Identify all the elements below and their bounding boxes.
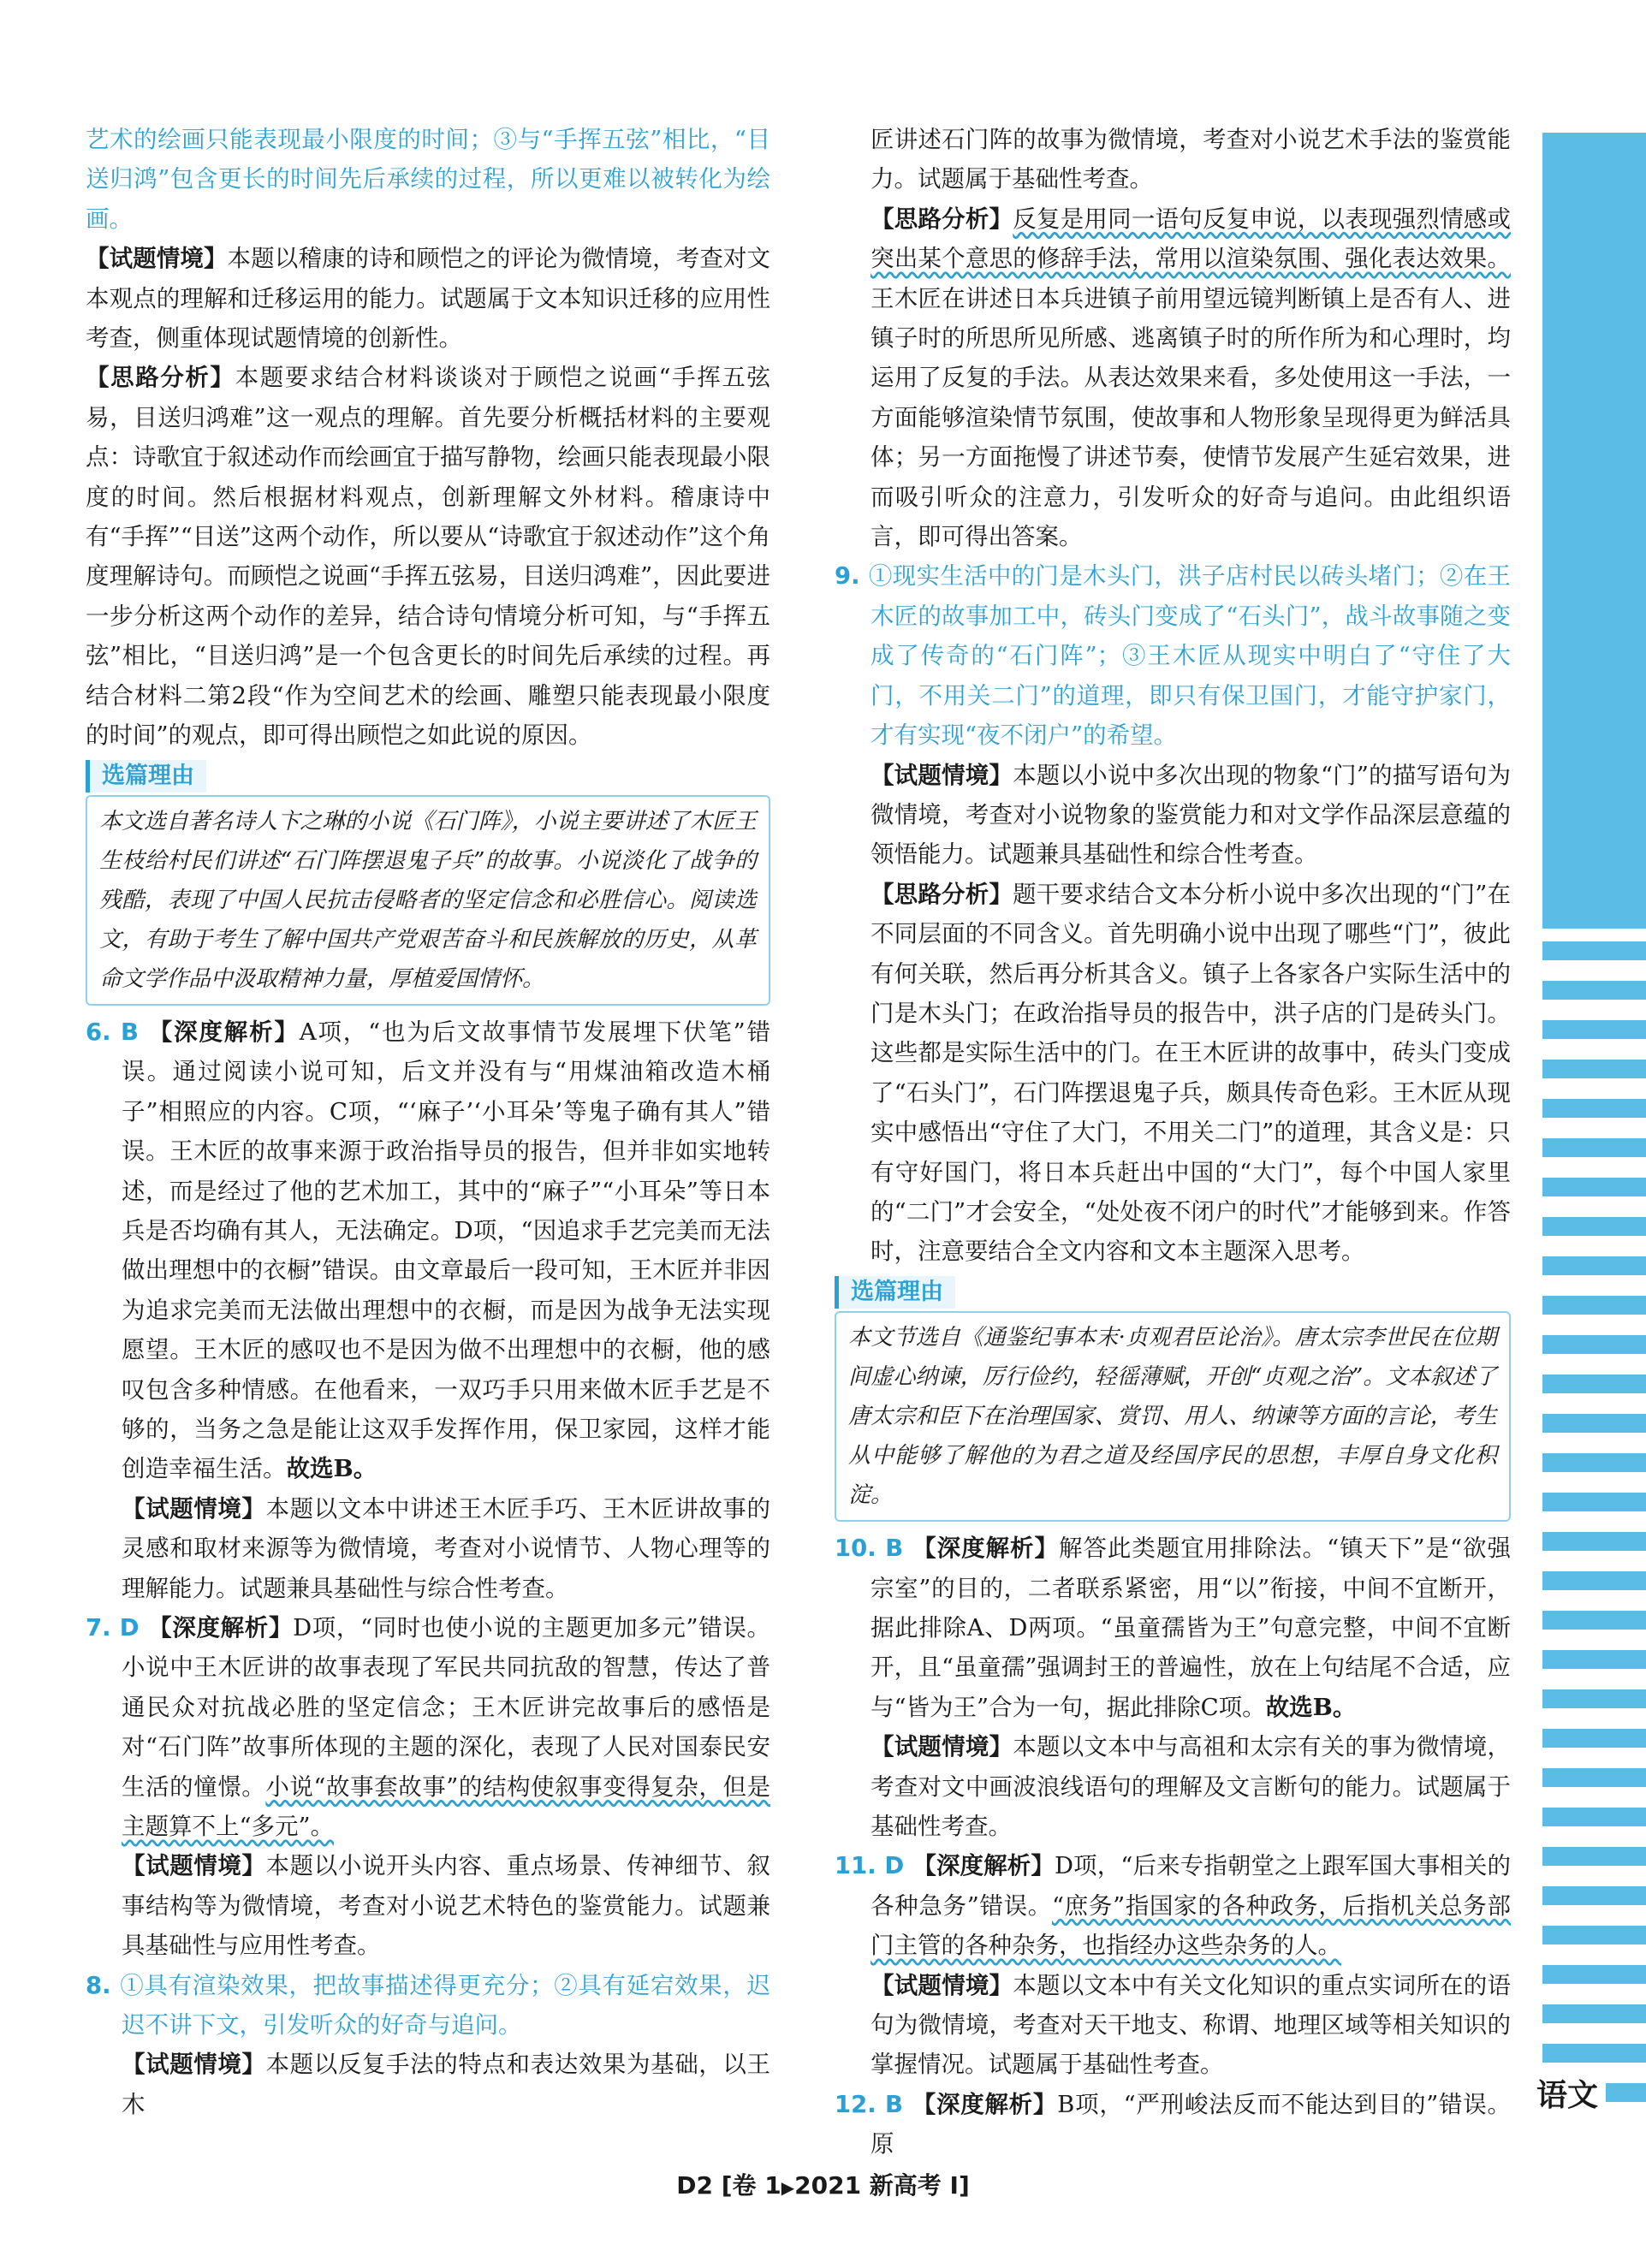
- paragraph: 本题以文本中有关文化知识的重点实词所在的语句为微情境，考查对天干地支、称谓、地理区域等相关知识的掌握情况。试题属于基础性考查。: [871, 1971, 1512, 2079]
- paragraph: 解答此类题宜用排除法。“镇天下”是“欲强宗室”的目的，二者联系紧密，用“以”衔接，中间不宜断开，据此排除A、D两项。“虽童孺皆为王”句意完整，中间不宜断开，且“虽童孺”强调封王的普遍性，放在上句结尾不合适，应与“皆为王”合为一句，据此排除C项。: [871, 1535, 1511, 1721]
- answer-text: 艺术的绘画只能表现最小限度的时间；③与“手挥五弦”相比，“目送归鸿”包含更长的时间先后承续的过程，所以更难以被转化为绘画。: [86, 126, 770, 233]
- section-tag: 【深度解析】: [146, 1018, 300, 1046]
- section-tag: 【试题情境】: [871, 761, 1013, 789]
- paragraph: 本题以小说中多次出现的物象“门”的描写语句为微情境，考查对小说物象的鉴赏能力和对文学作品深层意蕴的领悟能力。试题兼具基础性和综合性考查。: [871, 761, 1512, 869]
- section-tag: 【试题情境】: [122, 1494, 266, 1523]
- question-number: 7. D: [86, 1614, 140, 1642]
- paragraph: 题干要求结合文本分析小说中多次出现的“门”在不同层面的不同含义。首先明确小说中出现了哪些“门”，彼此有何关联，然后再分析其含义。镇子上各家各户实际生活中的门是木头门；在政治指导员的报告中，洪子店的门是砖头门。这些都是实际生活中的门。在王木匠讲的故事中，砖头门变成了“石头门”，石门阵摆退鬼子兵，颇具传奇色彩。王木匠从现实中感悟出“守住了大门，不用关二门”的道理，其含义是：只有守好国门，将日本兵赶出中国的“大门”，每个中国人家里的“二门”才会安全，“处处夜不闭户的时代”才能够到来。作答时，注意要结合全文内容和文本主题深入思考。: [871, 880, 1512, 1266]
- subject-label: 语文: [1529, 2071, 1606, 2121]
- paragraph: D项，“同时也使小说的主题更加多元”错误。小说中王木匠讲的故事表现了军民共同抗敌的智慧，传达了普通民众对抗战必胜的坚定信念；王木匠讲完故事后的感悟是对“石门阵”故事所体现的主题的深化，表现了人民对国泰民安生活的憧憬。: [122, 1614, 771, 1801]
- section-tag: 【思路分析】: [86, 364, 235, 392]
- paragraph: 王木匠在讲述日本兵进镇子前用望远镜判断镇上是否有人、进镇子时的所思所见所感、逃离镇子时的所作所为和心理时，均运用了反复的手法。从表达效果来看，多处使用这一手法，一方面能够渲染情节氛围，使故事和人物形象呈现得更为鲜活具体；另一方面拖慢了讲述节奏，使情节发展产生延宕效果，进而吸引听众的注意力，引发听众的好奇与追问。由此组织语言，即可得出答案。: [871, 284, 1511, 551]
- conclusion: 故选B。: [1265, 1693, 1357, 1721]
- sidebar-stripes: [1542, 941, 1646, 2114]
- left-column: [86, 120, 770, 2124]
- section-tag: 【深度解析】: [912, 2090, 1058, 2118]
- paragraph: B项，“严刑峻法反而不能达到目的”错误。原: [871, 2090, 1512, 2158]
- section-tag: 【试题情境】: [871, 1733, 1013, 1761]
- reason-heading: 选篇理由: [86, 760, 206, 793]
- section-tag: 【试题情境】: [86, 245, 228, 273]
- section-tag: 【深度解析】: [147, 1614, 294, 1642]
- sidebar-color-bar: [1542, 133, 1646, 929]
- question-number: 8.: [86, 1971, 111, 1999]
- paragraph: 本题要求结合材料谈谈对于顾恺之说画“手挥五弦易，目送归鸿难”这一观点的理解。首先要分析概括材料的主要观点：诗歌宜于叙述动作而绘画宜于描写静物，绘画只能表现最小限度的时间。然后根据材料观点，创新理解文外材料。稽康诗中有“手挥”“目送”这两个动作，所以要从“诗歌宜于叙述动作”这个角度理解诗句。而顾恺之说画“手挥五弦易，目送归鸿难”，因此要进一步分析这两个动作的差异，结合诗句情境分析可知，与“手挥五弦”相比，“目送归鸿”是一个包含更长的时间先后承续的过程。再结合材料二第2段“作为空间艺术的绘画、雕塑只能表现最小限度的时间”的观点，即可得出顾恺之如此说的原因。: [86, 364, 770, 750]
- section-tag: 【试题情境】: [122, 1852, 266, 1880]
- reason-heading: 选篇理由: [835, 1276, 955, 1309]
- section-tag: 【思路分析】: [871, 880, 1013, 908]
- answer-text: ①现实生活中的门是木头门，洪子店村民以砖头堵门；②在王木匠的故事加工中，砖头门变成了“石头门”，战斗故事随之变成了传奇的“石门阵”；③王木匠从现实中明白了“守住了大门，不用关二门”的道理，即只有保卫国门，才能守护家门，才有实现“夜不闭户”的希望。: [868, 562, 1511, 750]
- section-tag: 【深度解析】: [912, 1852, 1055, 1880]
- section-tag: 【试题情境】: [122, 2051, 266, 2079]
- question-number: 10. B: [835, 1535, 904, 1563]
- underlined-text: “庶务”指国家的各种政务，后指机关总务部门主管的各种杂务，也指经办这些杂务的人。: [871, 1891, 1511, 1960]
- underlined-text: 反复是用同一语句反复申说，以表现强烈情感或突出某个意思的修辞手法，常用以渲染氛围、强化表达效果。: [871, 205, 1512, 273]
- triangle-icon: ▶: [781, 2177, 795, 2198]
- page-number: D2: [676, 2171, 713, 2200]
- question-number: 12. B: [835, 2090, 903, 2118]
- paragraph: 本题以文本中讲述王木匠手巧、王木匠讲故事的灵感和取材来源等为微情境，考查对小说情节、人物心理等的理解能力。试题兼具基础性与综合性考查。: [122, 1494, 770, 1602]
- paragraph: 本题以稽康的诗和顾恺之的评论为微情境，考查对文本观点的理解和迁移运用的能力。试题属于文本知识迁移的应用性考查，侧重体现试题情境的创新性。: [86, 245, 771, 353]
- paragraph: 本题以小说开头内容、重点场景、传神细节、叙事结构等为微情境，考查对小说艺术特色的鉴赏能力。试题兼具基础性与应用性考查。: [122, 1852, 770, 1960]
- underlined-text: 小说“故事套故事”的结构使叙事变得复杂，但是主题算不上“多元”。: [122, 1772, 770, 1841]
- paragraph: A项，“也为后文故事情节发展埋下伏笔”错误。通过阅读小说可知，后文并没有与“用煤油箱改造木桶子”相照应的内容。C项，“‘麻子’‘小耳朵’等鬼子确有其人”错误。王木匠的故事来源于政治指导员的报告，但并非如实地转述，而是经过了他的艺术加工，其中的“麻子”“小耳朵”等日本兵是否均确有其人，无法确定。D项，“因追求手艺完美而无法做出理想中的衣橱”错误。由文章最后一段可知，王木匠并非因为追求完美而无法做出理想中的衣橱，而是因为战争无法实现愿望。王木匠的感叹也不是因为做不出理想中的衣橱，他的感叹包含多种情感。在他看来，一双巧手只用来做木匠手艺是不够的，当务之急是能让这双手发挥作用，保卫家园，这样才能创造幸福生活。: [122, 1018, 770, 1483]
- paragraph: D项，“后来专指朝堂之上跟军国大事相关的各种急务”错误。: [871, 1852, 1512, 1920]
- question-number: 11. D: [835, 1852, 905, 1880]
- page-footer: [0, 2167, 1646, 2201]
- paragraph: 本题以文本中与高祖和太宗有关的事为微情境，考查对文中画波浪线语句的理解及文言断句的能力。试题属于基础性考查。: [871, 1733, 1512, 1841]
- exam-label: 2021 新高考 Ⅰ]: [794, 2171, 970, 2200]
- section-tag: 【思路分析】: [871, 205, 1013, 233]
- question-number: 9.: [835, 562, 860, 591]
- right-column: [835, 120, 1511, 2164]
- volume-label: [卷 1: [721, 2171, 781, 2200]
- reason-box: 本文选自著名诗人卞之琳的小说《石门阵》，小说主要讲述了木匠王生枝给村民们讲述“石门阵摆退鬼子兵”的故事。小说淡化了战争的残酷，表现了中国人民抗击侵略者的坚定信念和必胜信心。阅读选文，有助于考生了解中国共产党艰苦奋斗和民族解放的历史，从革命文学作品中汲取精神力量，厚植爱国情怀。: [86, 795, 770, 1006]
- reason-box: 本文节选自《通鉴纪事本末·贞观君臣论治》。唐太宗李世民在位期间虚心纳谏，厉行俭约，轻徭薄赋，开创“贞观之治”。文本叙述了唐太宗和臣下在治理国家、赏罚、用人、纳谏等方面的言论，考生从中能够了解他的为君之道及经国序民的思想，丰厚自身文化积淀。: [835, 1311, 1511, 1522]
- section-tag: 【试题情境】: [871, 1971, 1013, 1999]
- paragraph: 本题以反复手法的特点和表达效果为基础，以王木: [122, 2051, 770, 2118]
- paragraph: 匠讲述石门阵的故事为微情境，考查对小说艺术手法的鉴赏能力。试题属于基础性考查。: [871, 126, 1511, 193]
- question-number: 6. B: [86, 1018, 139, 1046]
- answer-text: ①具有渲染效果，把故事描述得更充分；②具有延宕效果，迟迟不讲下文，引发听众的好奇与追问。: [119, 1971, 770, 2039]
- conclusion: 故选B。: [286, 1455, 377, 1483]
- section-tag: 【深度解析】: [912, 1535, 1059, 1563]
